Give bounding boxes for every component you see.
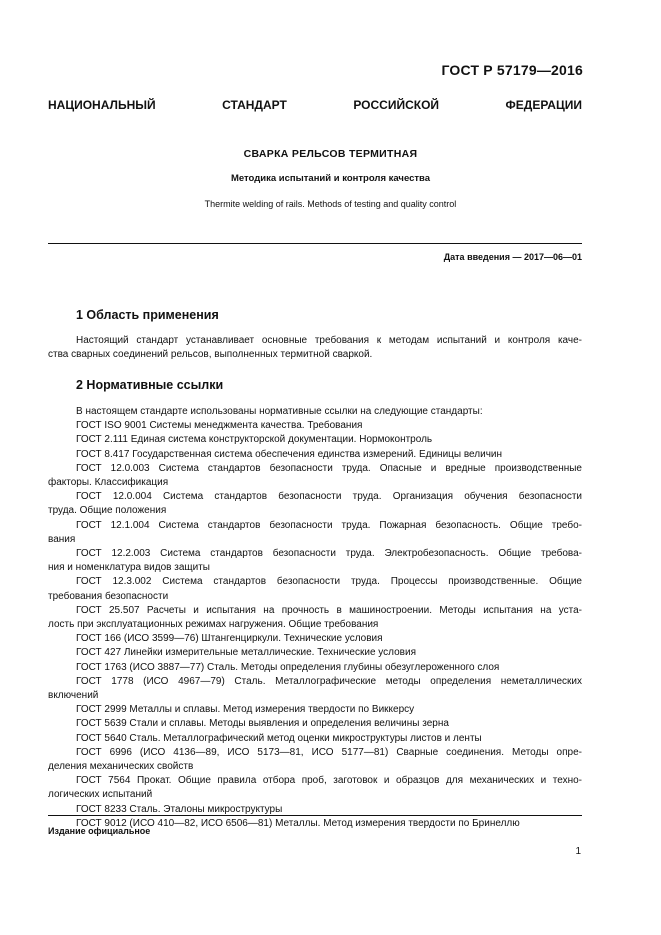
section-2-body <box>48 405 582 831</box>
reference-item: ГОСТ 1778 (ИСО 4967—79) Сталь. Металлографические методы определения неметаллических <box>76 675 582 687</box>
section-1-heading: 1 Область применения <box>76 308 219 322</box>
english-title: Thermite welding of rails. Methods of testing and quality control <box>204 199 457 209</box>
text-line: В настоящем стандарте использованы нормативные ссылки на следующие стандарты: <box>76 406 483 417</box>
official-edition-label: Издание официальное <box>48 826 151 836</box>
reference-item: ГОСТ 8.417 Государственная система обеспечения единства измерений. Единицы величин <box>76 448 503 460</box>
bottom-divider <box>48 815 582 816</box>
gost-code: ГОСТ Р 57179—2016 <box>441 62 583 78</box>
introduction-date: Дата введения — 2017—06—01 <box>443 252 582 262</box>
section-1-body <box>48 334 582 362</box>
reference-item: ГОСТ 8233 Сталь. Эталоны микроструктуры <box>76 803 283 815</box>
reference-item: ГОСТ 5640 Сталь. Металлографический метод оценки микроструктуры листов и ленты <box>76 732 482 744</box>
reference-item: ГОСТ 1763 (ИСО 3887—77) Сталь. Методы определения глубины обезуглероженного слоя <box>76 661 500 673</box>
reference-item-continuation: требования безопасности <box>48 590 169 602</box>
text-line: ства сварных соединений рельсов, выполненных термитной сваркой. <box>48 349 373 361</box>
top-divider <box>48 243 582 244</box>
document-subtitle: Методика испытаний и контроля качества <box>230 173 431 184</box>
reference-item: ГОСТ 6996 (ИСО 4136—89, ИСО 5173—81, ИСО 5177—81) Сварные соединения. Методы опре- <box>76 746 582 758</box>
reference-item-continuation: лость при эксплуатационных режимах нагружения. Общие требования <box>48 619 379 631</box>
reference-item: ГОСТ 5639 Стали и сплавы. Методы выявления и определения величины зерна <box>76 718 449 730</box>
reference-item: ГОСТ 9012 (ИСО 410—82, ИСО 6506—81) Металлы. Метод измерения твердости по Бринеллю <box>76 817 520 829</box>
reference-item-continuation: вания <box>48 533 76 545</box>
reference-item: ГОСТ 12.0.004 Система стандартов безопасности труда. Организация обучения безопасности <box>76 491 582 503</box>
reference-item-continuation: деления механических свойств <box>48 761 194 773</box>
reference-item: ГОСТ 12.2.003 Система стандартов безопасности труда. Электробезопасность. Общие требова- <box>76 548 582 560</box>
national-standard-banner: НАЦИОНАЛЬНЫЙ СТАНДАРТ РОССИЙСКОЙ ФЕДЕРАЦИИ <box>48 98 582 112</box>
reference-item: ГОСТ 12.0.003 Система стандартов безопасности труда. Опасные и вредные производственные <box>76 462 582 474</box>
reference-item: ГОСТ 2.111 Единая система конструкторской документации. Нормоконтроль <box>76 434 433 446</box>
reference-item: ГОСТ 12.1.004 Система стандартов безопасности труда. Пожарная безопасность. Общие требо- <box>76 519 582 531</box>
reference-item-continuation: ния и номенклатура видов защиты <box>48 562 210 574</box>
reference-item: ГОСТ 427 Линейки измерительные металлические. Технические условия <box>76 647 416 659</box>
reference-item: ГОСТ 166 (ИСО 3599—76) Штангенциркули. Технические условия <box>76 633 383 645</box>
reference-item: ГОСТ 25.507 Расчеты и испытания на прочность в машиностроении. Методы испытания на уста- <box>76 604 582 616</box>
text-line: Настоящий стандарт устанавливает основные требования к методам испытаний и контроля каче- <box>76 335 582 346</box>
reference-item-continuation: логических испытаний <box>48 789 153 801</box>
document-title: СВАРКА РЕЛЬСОВ ТЕРМИТНАЯ <box>243 148 418 160</box>
page-number: 1 <box>575 846 581 857</box>
reference-item: ГОСТ 2999 Металлы и сплавы. Метод измерения твердости по Виккерсу <box>76 704 415 716</box>
reference-item-continuation: факторы. Классификация <box>48 477 169 489</box>
reference-item-continuation: труда. Общие положения <box>48 505 167 517</box>
reference-item: ГОСТ 7564 Прокат. Общие правила отбора проб, заготовок и образцов для механических и техно- <box>76 775 582 787</box>
reference-item: ГОСТ 12.3.002 Система стандартов безопасности труда. Процессы производственные. Общие <box>76 576 582 588</box>
reference-item: ГОСТ ISO 9001 Системы менеджмента качества. Требования <box>76 420 363 432</box>
reference-item-continuation: включений <box>48 690 99 702</box>
section-2-heading: 2 Нормативные ссылки <box>76 378 224 392</box>
